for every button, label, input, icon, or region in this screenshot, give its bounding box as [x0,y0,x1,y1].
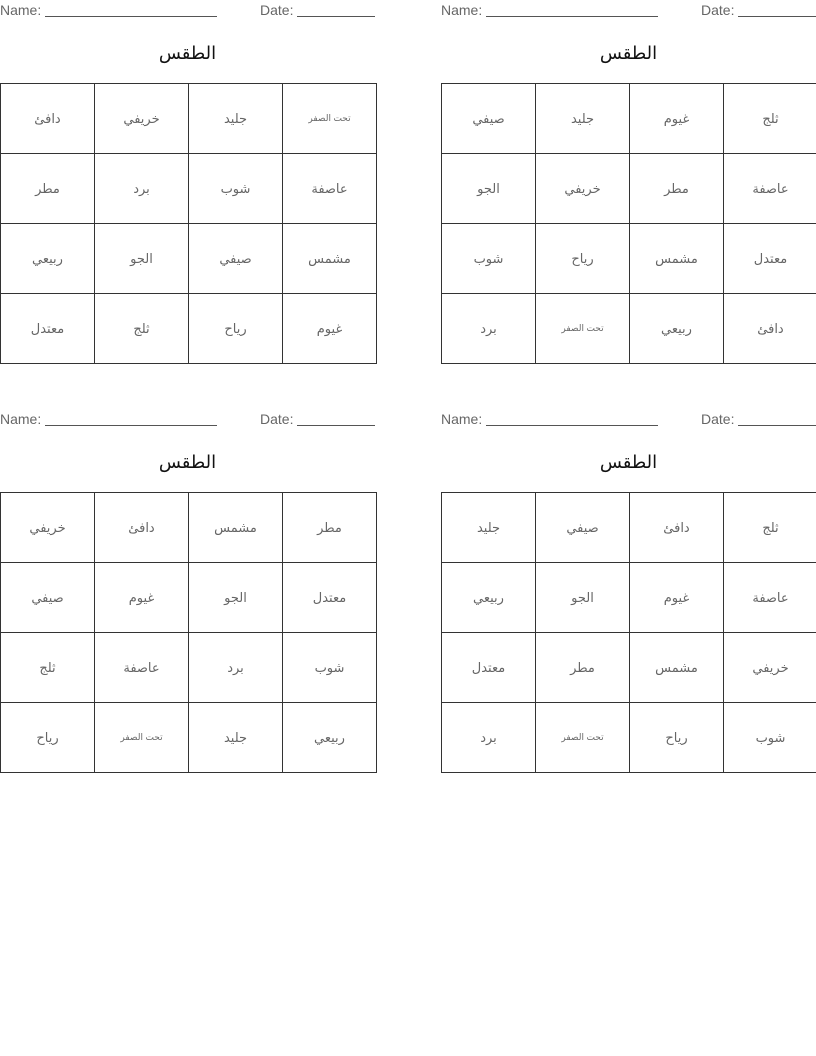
grid-row [1,84,377,154]
grid-cell[interactable]: شوب [442,224,536,294]
name-line[interactable] [45,411,217,426]
grid-cell[interactable]: خريفي [1,493,95,563]
grid-cell[interactable]: صيفي [442,84,536,154]
name-label: Name: [0,411,42,427]
grid-cell[interactable]: جليد [189,703,283,773]
grid-cell[interactable]: ربيعي [442,563,536,633]
grid-cell[interactable]: برد [189,633,283,703]
grid-cell[interactable]: تحت الصفر [536,294,630,364]
grid-cell[interactable]: مطر [283,493,377,563]
grid-cell[interactable]: ثلج [724,84,816,154]
grid-cell[interactable]: صيفي [189,224,283,294]
grid-cell[interactable]: مشمس [630,633,724,703]
grid-cell[interactable]: مشمس [630,224,724,294]
grid-row [442,84,816,154]
grid-cell[interactable]: معتدل [283,563,377,633]
grid-cell[interactable]: شوب [724,703,816,773]
grid-cell[interactable]: الجو [95,224,189,294]
date-line[interactable] [297,2,375,17]
grid-cell[interactable]: رياح [1,703,95,773]
grid-row [1,154,377,224]
name-field [441,411,658,427]
name-label: Name: [0,2,42,18]
grid-cell[interactable]: جليد [189,84,283,154]
grid-cell[interactable]: معتدل [1,294,95,364]
grid-cell[interactable]: تحت الصفر [536,703,630,773]
grid-cell[interactable]: غيوم [95,563,189,633]
grid-row [1,224,377,294]
bingo-card-1 [0,0,375,336]
grid-cell[interactable]: غيوم [630,563,724,633]
grid-row [442,703,816,773]
date-label: Date: [701,2,735,18]
card-title: الطقس [599,452,658,472]
date-line[interactable] [297,411,375,426]
grid-row [442,294,816,364]
grid-cell[interactable]: تحت الصفر [95,703,189,773]
grid-cell[interactable]: ثلج [95,294,189,364]
grid-cell[interactable]: جليد [536,84,630,154]
date-field [260,2,375,18]
card-title: الطقس [158,43,217,63]
grid-cell[interactable]: دافئ [1,84,95,154]
date-field [701,2,816,18]
grid-cell[interactable]: الجو [189,563,283,633]
bingo-grid [441,83,816,364]
grid-cell[interactable]: برد [442,294,536,364]
grid-cell[interactable]: رياح [536,224,630,294]
grid-row [1,633,377,703]
grid-cell[interactable]: معتدل [724,224,816,294]
name-field [0,2,217,18]
grid-cell[interactable]: مشمس [283,224,377,294]
grid-row [442,563,816,633]
grid-cell[interactable]: غيوم [630,84,724,154]
bingo-card-3 [0,409,375,745]
grid-cell[interactable]: عاصفة [95,633,189,703]
card-header [0,409,375,431]
date-label: Date: [260,2,294,18]
grid-cell[interactable]: الجو [536,563,630,633]
grid-cell[interactable]: ثلج [724,493,816,563]
grid-cell[interactable]: دافئ [630,493,724,563]
grid-cell[interactable]: خريفي [95,84,189,154]
grid-cell[interactable]: برد [95,154,189,224]
grid-cell[interactable]: مشمس [189,493,283,563]
grid-cell[interactable]: ربيعي [283,703,377,773]
card-header [441,0,816,22]
grid-cell[interactable]: مطر [1,154,95,224]
grid-cell[interactable]: شوب [189,154,283,224]
grid-cell[interactable]: ربيعي [630,294,724,364]
grid-cell[interactable]: برد [442,703,536,773]
date-label: Date: [260,411,294,427]
grid-cell[interactable]: رياح [189,294,283,364]
date-line[interactable] [738,411,816,426]
grid-cell[interactable]: خريفي [536,154,630,224]
grid-row [1,493,377,563]
name-line[interactable] [45,2,217,17]
grid-row [1,563,377,633]
grid-cell[interactable]: عاصفة [283,154,377,224]
card-title: الطقس [158,452,217,472]
grid-cell[interactable]: عاصفة [724,154,816,224]
grid-cell[interactable]: رياح [630,703,724,773]
date-field [260,411,375,427]
name-field [0,411,217,427]
grid-row [442,633,816,703]
grid-cell[interactable]: دافئ [95,493,189,563]
grid-row [442,224,816,294]
date-line[interactable] [738,2,816,17]
bingo-card-4 [441,409,816,745]
grid-row [442,493,816,563]
name-line[interactable] [486,2,658,17]
grid-cell[interactable]: جليد [442,493,536,563]
card-header [441,409,816,431]
grid-cell[interactable]: دافئ [724,294,816,364]
bingo-grid [0,492,377,773]
grid-cell[interactable]: شوب [283,633,377,703]
bingo-card-2 [441,0,816,336]
bingo-grid [0,83,377,364]
name-label: Name: [441,2,483,18]
date-field [701,411,816,427]
card-header [0,0,375,22]
grid-cell[interactable]: مطر [536,633,630,703]
grid-cell[interactable]: مطر [630,154,724,224]
grid-cell[interactable]: تحت الصفر [283,84,377,154]
grid-cell[interactable]: معتدل [442,633,536,703]
grid-cell[interactable]: خريفي [724,633,816,703]
name-label: Name: [441,411,483,427]
grid-cell[interactable]: صيفي [536,493,630,563]
grid-row [1,294,377,364]
grid-row [1,703,377,773]
grid-cell[interactable]: غيوم [283,294,377,364]
grid-cell[interactable]: عاصفة [724,563,816,633]
grid-row [442,154,816,224]
grid-cell[interactable]: ثلج [1,633,95,703]
grid-cell[interactable]: ربيعي [1,224,95,294]
grid-cell[interactable]: الجو [442,154,536,224]
name-field [441,2,658,18]
name-line[interactable] [486,411,658,426]
bingo-grid [441,492,816,773]
grid-cell[interactable]: صيفي [1,563,95,633]
date-label: Date: [701,411,735,427]
card-title: الطقس [599,43,658,63]
